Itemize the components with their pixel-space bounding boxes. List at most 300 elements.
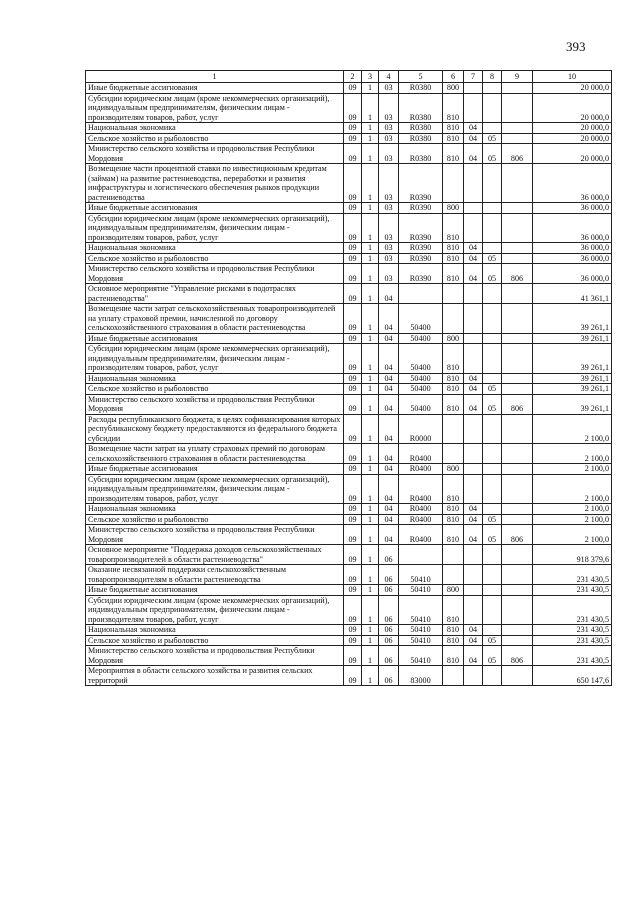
row-code-cell: 04 [464,394,483,414]
row-code-cell: 810 [443,384,464,395]
row-code-cell: 50400 [399,304,443,334]
row-code-cell [483,373,502,384]
row-code-cell [464,93,483,123]
header-cell: 10 [533,71,612,83]
row-code-cell: 05 [483,646,502,666]
row-code-cell: 50400 [399,333,443,344]
row-code-cell [483,344,502,374]
row-code-cell: 09 [344,264,362,284]
row-code-cell: 05 [483,133,502,144]
row-code-cell [483,203,502,214]
row-code-cell: 806 [502,525,533,545]
row-amount-cell: 231 430,5 [533,595,612,625]
row-code-cell [483,666,502,686]
row-code-cell: 810 [443,123,464,134]
table-row [86,373,612,384]
row-code-cell: 09 [344,123,362,134]
row-code-cell: 09 [344,414,362,444]
row-amount-cell: 2 100,0 [533,474,612,504]
row-code-cell: 09 [344,344,362,374]
row-code-cell: 04 [379,373,399,384]
row-name-cell: Субсидии юридическим лицам (кроме некоммерческих организаций), индивидуальным предпринимателям, физическим лицам - производителям товаров, работ, услуг [86,213,344,243]
row-name-cell: Сельское хозяйство и рыболовство [86,635,344,646]
row-code-cell [464,565,483,585]
row-code-cell: 04 [464,243,483,254]
row-code-cell: R0380 [399,133,443,144]
row-code-cell [483,414,502,444]
row-code-cell: 1 [362,595,379,625]
row-code-cell: 09 [344,514,362,525]
row-code-cell: 1 [362,666,379,686]
row-code-cell: 09 [344,203,362,214]
row-code-cell [483,284,502,304]
row-code-cell: 04 [379,333,399,344]
row-name-cell: Возмещение части затрат сельскохозяйственных товаропроизводителей на уплату страховой премии, начисленной по договору сельскохозяйственного страхования в области растениеводства [86,304,344,334]
table-row [86,133,612,144]
row-amount-cell: 41 361,1 [533,284,612,304]
row-code-cell [464,304,483,334]
row-code-cell: 09 [344,464,362,475]
row-code-cell: 1 [362,646,379,666]
row-code-cell: R0400 [399,474,443,504]
row-code-cell: 810 [443,144,464,164]
row-code-cell [464,545,483,565]
row-amount-cell: 39 261,1 [533,384,612,395]
row-code-cell: R0380 [399,93,443,123]
row-code-cell: R0380 [399,83,443,94]
row-code-cell [399,284,443,304]
row-amount-cell: 36 000,0 [533,164,612,203]
table-row [86,344,612,374]
row-code-cell [483,444,502,464]
row-code-cell: 806 [502,144,533,164]
row-code-cell: 09 [344,83,362,94]
row-code-cell: 806 [502,264,533,284]
row-code-cell: 04 [379,514,399,525]
row-code-cell: 05 [483,264,502,284]
row-code-cell: 810 [443,344,464,374]
row-code-cell: 04 [464,514,483,525]
row-code-cell: 06 [379,666,399,686]
row-code-cell [502,164,533,203]
row-code-cell: 09 [344,666,362,686]
row-code-cell: 04 [379,464,399,475]
row-code-cell [483,595,502,625]
row-code-cell: R0390 [399,243,443,254]
row-code-cell: 810 [443,525,464,545]
row-code-cell [443,164,464,203]
row-code-cell: 1 [362,284,379,304]
row-code-cell [464,595,483,625]
row-code-cell [483,93,502,123]
row-code-cell [502,585,533,596]
table-row [86,474,612,504]
row-name-cell: Сельское хозяйство и рыболовство [86,133,344,144]
row-code-cell: 1 [362,464,379,475]
row-code-cell: R0390 [399,164,443,203]
row-code-cell: 09 [344,585,362,596]
row-code-cell [502,595,533,625]
row-code-cell: 04 [379,474,399,504]
table-row [86,284,612,304]
row-code-cell: 05 [483,144,502,164]
row-code-cell: 1 [362,474,379,504]
row-name-cell: Сельское хозяйство и рыболовство [86,253,344,264]
row-name-cell: Субсидии юридическим лицам (кроме некоммерческих организаций), индивидуальным предпринимателям, физическим лицам - производителям товаров, работ, услуг [86,474,344,504]
row-code-cell: 810 [443,373,464,384]
row-code-cell: 50410 [399,585,443,596]
row-code-cell: 1 [362,373,379,384]
row-code-cell [443,414,464,444]
row-code-cell: 1 [362,93,379,123]
row-amount-cell: 39 261,1 [533,394,612,414]
row-code-cell [502,474,533,504]
row-amount-cell: 231 430,5 [533,646,612,666]
row-name-cell: Иные бюджетные ассигнования [86,585,344,596]
row-amount-cell: 2 100,0 [533,414,612,444]
row-code-cell: 810 [443,133,464,144]
row-code-cell: R0390 [399,203,443,214]
row-code-cell: 09 [344,164,362,203]
row-code-cell: R0400 [399,444,443,464]
row-code-cell: 1 [362,394,379,414]
row-code-cell [483,243,502,254]
row-code-cell: 03 [379,164,399,203]
row-code-cell: 800 [443,83,464,94]
row-code-cell: 1 [362,514,379,525]
table-row [86,444,612,464]
header-cell: 7 [464,71,483,83]
table-row [86,203,612,214]
table-row [86,144,612,164]
row-code-cell: 04 [464,373,483,384]
row-amount-cell: 20 000,0 [533,83,612,94]
row-amount-cell: 2 100,0 [533,504,612,515]
row-code-cell: 04 [464,625,483,636]
row-code-cell [464,585,483,596]
table-row [86,585,612,596]
row-amount-cell: 36 000,0 [533,243,612,254]
row-amount-cell: 39 261,1 [533,373,612,384]
row-code-cell: 04 [379,304,399,334]
budget-table [85,70,612,686]
table-row [86,565,612,585]
row-amount-cell: 2 100,0 [533,444,612,464]
row-code-cell: 09 [344,504,362,515]
row-code-cell: 83000 [399,666,443,686]
row-code-cell: 1 [362,344,379,374]
row-name-cell: Национальная экономика [86,504,344,515]
row-code-cell [502,565,533,585]
row-code-cell: 1 [362,414,379,444]
row-amount-cell: 36 000,0 [533,253,612,264]
row-code-cell [483,123,502,134]
row-name-cell: Основное мероприятие "Управление рисками в подотраслях растениеводства" [86,284,344,304]
row-code-cell [483,504,502,515]
row-code-cell: 810 [443,595,464,625]
row-name-cell: Министерство сельского хозяйства и продовольствия Республики Мордовия [86,394,344,414]
table-row [86,264,612,284]
row-code-cell: R0380 [399,123,443,134]
row-code-cell: 1 [362,213,379,243]
table-row [86,464,612,475]
row-amount-cell: 918 379,6 [533,545,612,565]
row-code-cell: 09 [344,625,362,636]
row-code-cell [483,213,502,243]
header-cell: 3 [362,71,379,83]
row-code-cell: R0380 [399,144,443,164]
row-name-cell: Возмещение части затрат на уплату страховых премий по договорам сельскохозяйственного страхования в области растениеводства [86,444,344,464]
row-name-cell: Иные бюджетные ассигнования [86,83,344,94]
row-amount-cell: 20 000,0 [533,144,612,164]
row-code-cell: 50400 [399,373,443,384]
row-code-cell: 03 [379,83,399,94]
row-code-cell: R0400 [399,514,443,525]
row-code-cell: 50410 [399,635,443,646]
row-code-cell [502,123,533,134]
row-code-cell [399,545,443,565]
row-code-cell [502,504,533,515]
row-code-cell: 810 [443,635,464,646]
row-name-cell: Основное мероприятие "Поддержка доходов сельскохозяйственных товаропроизводителей в области растениеводства" [86,545,344,565]
row-code-cell: 810 [443,253,464,264]
row-code-cell: 09 [344,394,362,414]
row-code-cell: 810 [443,625,464,636]
table-header-row [86,71,612,83]
row-code-cell: 800 [443,464,464,475]
row-amount-cell: 20 000,0 [533,133,612,144]
table-row [86,504,612,515]
row-name-cell: Субсидии юридическим лицам (кроме некоммерческих организаций), индивидуальным предпринимателям, физическим лицам - производителям товаров, работ, услуг [86,595,344,625]
table-row [86,123,612,134]
row-code-cell [443,565,464,585]
row-code-cell [464,213,483,243]
row-code-cell: R0400 [399,504,443,515]
row-code-cell: 1 [362,525,379,545]
row-code-cell: R0400 [399,525,443,545]
row-amount-cell: 39 261,1 [533,333,612,344]
row-code-cell: 1 [362,635,379,646]
row-code-cell: 50400 [399,384,443,395]
row-name-cell: Расходы республиканского бюджета, в целях софинансирования которых республиканскому бюджету предоставляются из федерального бюджета субсидии [86,414,344,444]
row-code-cell: 04 [379,344,399,374]
row-name-cell: Оказание несвязанной поддержки сельскохозяйственным товаропроизводителям в области растениеводства [86,565,344,585]
row-code-cell [464,464,483,475]
row-code-cell: 810 [443,394,464,414]
table-body [86,83,612,686]
row-code-cell: 1 [362,243,379,254]
row-name-cell: Национальная экономика [86,243,344,254]
row-code-cell: 1 [362,545,379,565]
row-code-cell [502,213,533,243]
row-code-cell: 03 [379,93,399,123]
row-code-cell: R0390 [399,253,443,264]
row-code-cell [483,585,502,596]
table-row [86,333,612,344]
row-code-cell: 03 [379,253,399,264]
row-code-cell [464,203,483,214]
row-amount-cell: 36 000,0 [533,264,612,284]
row-code-cell: 06 [379,565,399,585]
row-code-cell: 09 [344,565,362,585]
row-code-cell [464,666,483,686]
row-code-cell: 1 [362,133,379,144]
row-code-cell [502,514,533,525]
row-code-cell: 03 [379,243,399,254]
row-code-cell: 04 [379,444,399,464]
row-code-cell: 09 [344,444,362,464]
row-code-cell [483,83,502,94]
row-code-cell: 1 [362,203,379,214]
row-code-cell [502,133,533,144]
row-code-cell: 1 [362,123,379,134]
row-code-cell: 05 [483,253,502,264]
table-row [86,525,612,545]
row-code-cell [464,83,483,94]
table-row [86,93,612,123]
row-name-cell: Национальная экономика [86,123,344,134]
row-code-cell [502,444,533,464]
row-amount-cell: 36 000,0 [533,203,612,214]
row-code-cell: 04 [379,384,399,395]
row-code-cell: 810 [443,243,464,254]
row-name-cell: Сельское хозяйство и рыболовство [86,514,344,525]
row-code-cell: 1 [362,264,379,284]
row-code-cell: 09 [344,595,362,625]
row-code-cell: 03 [379,264,399,284]
row-amount-cell: 20 000,0 [533,123,612,134]
row-code-cell: 800 [443,203,464,214]
row-code-cell: 1 [362,565,379,585]
table-row [86,243,612,254]
row-code-cell: 06 [379,545,399,565]
row-code-cell: 50410 [399,595,443,625]
row-code-cell: 1 [362,304,379,334]
row-code-cell [502,635,533,646]
row-code-cell: 1 [362,384,379,395]
row-code-cell: 1 [362,144,379,164]
row-code-cell: 810 [443,514,464,525]
header-cell: 8 [483,71,502,83]
row-code-cell: 05 [483,394,502,414]
row-name-cell: Субсидии юридическим лицам (кроме некоммерческих организаций), индивидуальным предпринимателям, физическим лицам - производителям товаров, работ, услуг [86,344,344,374]
row-code-cell [502,253,533,264]
row-code-cell: 810 [443,504,464,515]
table-row [86,213,612,243]
row-code-cell [502,284,533,304]
row-code-cell [502,666,533,686]
row-code-cell: 04 [464,144,483,164]
row-code-cell: 09 [344,93,362,123]
row-name-cell: Министерство сельского хозяйства и продовольствия Республики Мордовия [86,525,344,545]
row-code-cell [483,565,502,585]
row-code-cell: 06 [379,585,399,596]
row-code-cell [443,284,464,304]
table-row [86,635,612,646]
row-code-cell [443,304,464,334]
row-code-cell [464,164,483,203]
row-code-cell [502,414,533,444]
row-code-cell [443,545,464,565]
row-code-cell [502,464,533,475]
row-code-cell [502,93,533,123]
header-cell: 5 [399,71,443,83]
row-amount-cell: 650 147,6 [533,666,612,686]
row-code-cell [464,333,483,344]
table-row [86,625,612,636]
row-amount-cell: 39 261,1 [533,304,612,334]
table-row [86,83,612,94]
row-amount-cell: 231 430,5 [533,585,612,596]
row-name-cell: Возмещение части процентной ставки по инвестиционным кредитам (займам) на развитие растениеводства, переработки и развития инфраструктуры и логистического обеспечения рынков продукции растениеводства [86,164,344,203]
row-code-cell: 03 [379,203,399,214]
row-amount-cell: 39 261,1 [533,344,612,374]
row-code-cell [483,464,502,475]
row-code-cell: 04 [464,635,483,646]
row-code-cell [483,164,502,203]
row-name-cell: Иные бюджетные ассигнования [86,203,344,214]
row-code-cell: 50410 [399,565,443,585]
row-code-cell: R0390 [399,213,443,243]
row-code-cell: 09 [344,243,362,254]
row-name-cell: Министерство сельского хозяйства и продовольствия Республики Мордовия [86,144,344,164]
row-name-cell: Субсидии юридическим лицам (кроме некоммерческих организаций), индивидуальным предпринимателям, физическим лицам - производителям товаров, работ, услуг [86,93,344,123]
row-code-cell: 06 [379,625,399,636]
row-code-cell: 09 [344,384,362,395]
row-code-cell: 03 [379,213,399,243]
row-amount-cell: 231 430,5 [533,625,612,636]
row-code-cell [502,384,533,395]
row-code-cell: 04 [379,414,399,444]
row-code-cell: 05 [483,384,502,395]
row-code-cell: 03 [379,123,399,134]
row-code-cell [464,284,483,304]
row-code-cell: 05 [483,525,502,545]
row-code-cell: 50400 [399,344,443,374]
row-code-cell [502,304,533,334]
table-row [86,646,612,666]
header-cell: 4 [379,71,399,83]
row-code-cell [502,203,533,214]
row-code-cell [483,304,502,334]
row-code-cell: 04 [379,284,399,304]
row-amount-cell: 2 100,0 [533,514,612,525]
row-name-cell: Иные бюджетные ассигнования [86,333,344,344]
row-code-cell [502,545,533,565]
row-code-cell: 04 [379,504,399,515]
row-code-cell: 05 [483,635,502,646]
row-code-cell [502,83,533,94]
row-code-cell: 06 [379,646,399,666]
row-code-cell: 04 [379,525,399,545]
table-row [86,545,612,565]
row-code-cell [483,474,502,504]
row-code-cell [464,444,483,464]
row-code-cell: 04 [464,123,483,134]
table-row [86,164,612,203]
table-row [86,304,612,334]
row-code-cell [464,474,483,504]
row-amount-cell: 20 000,0 [533,93,612,123]
row-code-cell: 1 [362,625,379,636]
row-code-cell [502,243,533,254]
row-code-cell: 800 [443,333,464,344]
row-code-cell: 09 [344,333,362,344]
table-row [86,595,612,625]
row-name-cell: Сельское хозяйство и рыболовство [86,384,344,395]
row-code-cell: R0400 [399,464,443,475]
row-code-cell: 09 [344,213,362,243]
